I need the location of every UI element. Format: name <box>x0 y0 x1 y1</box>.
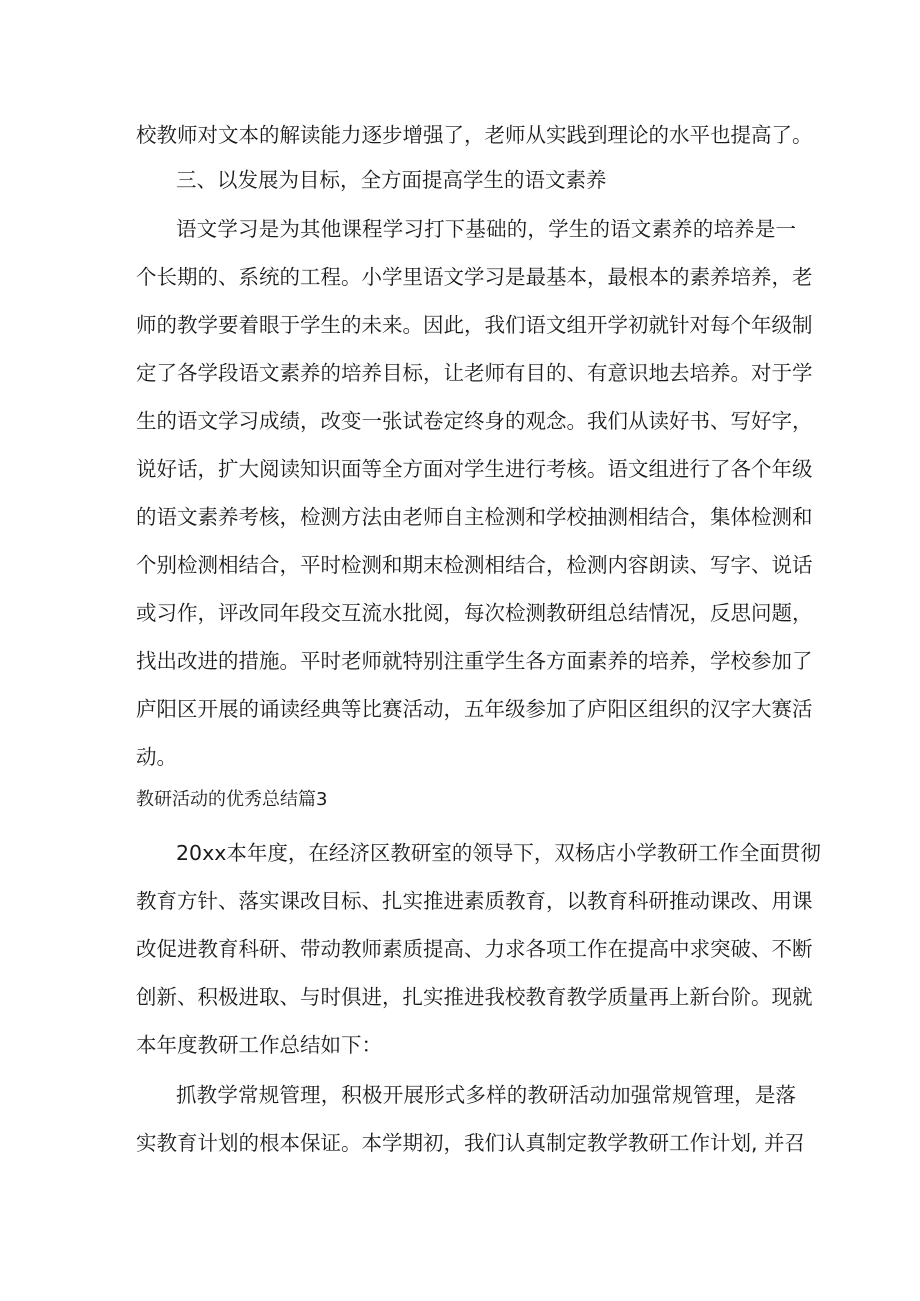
paragraph-line: 语文学习是为其他课程学习打下基础的，学生的语文素养的培养是一 <box>176 216 796 241</box>
paragraph-line: 生的语文学习成绩，改变一张试卷定终身的观念。我们从读好书、写好字， <box>136 408 813 433</box>
paragraph-line: 创新、积极进取、与时俱进，扎实推进我校教育教学质量再上新台阶。现就 <box>136 984 813 1009</box>
section-heading: 三、以发展为目标，全方面提高学生的语文素养 <box>176 167 607 192</box>
paragraph-line: 20xx本年度，在经济区教研室的领导下，双杨店小学教研工作全面贯彻 <box>176 840 821 865</box>
paragraph-line: 抓教学常规管理，积极开展形式多样的教研活动加强常规管理，是落 <box>176 1082 796 1107</box>
paragraph-line: 的语文素养考核，检测方法由老师自主检测和学校抽测相结合，集体检测和 <box>136 504 813 529</box>
paragraph-line: 动。 <box>136 744 177 769</box>
paragraph-line: 庐阳区开展的诵读经典等比赛活动，五年级参加了庐阳区组织的汉字大赛活 <box>136 696 813 721</box>
paragraph-line: 个长期的、系统的工程。小学里语文学习是最基本，最根本的素养培养，老 <box>136 264 813 289</box>
article-title: 教研活动的优秀总结篇3 <box>136 789 328 810</box>
paragraph-line: 说好话，扩大阅读知识面等全方面对学生进行考核。语文组进行了各个年级 <box>136 456 813 481</box>
paragraph-line: 改促进教育科研、带动教师素质提高、力求各项工作在提高中求突破、不断 <box>136 936 813 961</box>
paragraph-line: 教育方针、落实课改目标、扎实推进素质教育，以教育科研推动课改、用课 <box>136 888 813 913</box>
paragraph-line: 师的教学要着眼于学生的未来。因此，我们语文组开学初就针对每个年级制 <box>136 312 813 337</box>
paragraph-line: 实教育计划的根本保证。本学期初，我们认真制定教学教研工作计划, 并召 <box>136 1130 806 1155</box>
paragraph-line: 本年度教研工作总结如下： <box>136 1032 382 1057</box>
paragraph-line: 找出改进的措施。平时老师就特别注重学生各方面素养的培养，学校参加了 <box>136 648 813 673</box>
paragraph-line: 校教师对文本的解读能力逐步增强了，老师从实践到理论的水平也提高了。 <box>136 122 813 147</box>
paragraph-line: 或习作，评改同年段交互流水批阅，每次检测教研组总结情况，反思问题， <box>136 600 813 625</box>
paragraph-line: 个别检测相结合，平时检测和期末检测相结合，检测内容朗读、写字、说话 <box>136 552 813 577</box>
paragraph-line: 定了各学段语文素养的培养目标，让老师有目的、有意识地去培养。对于学 <box>136 360 813 385</box>
